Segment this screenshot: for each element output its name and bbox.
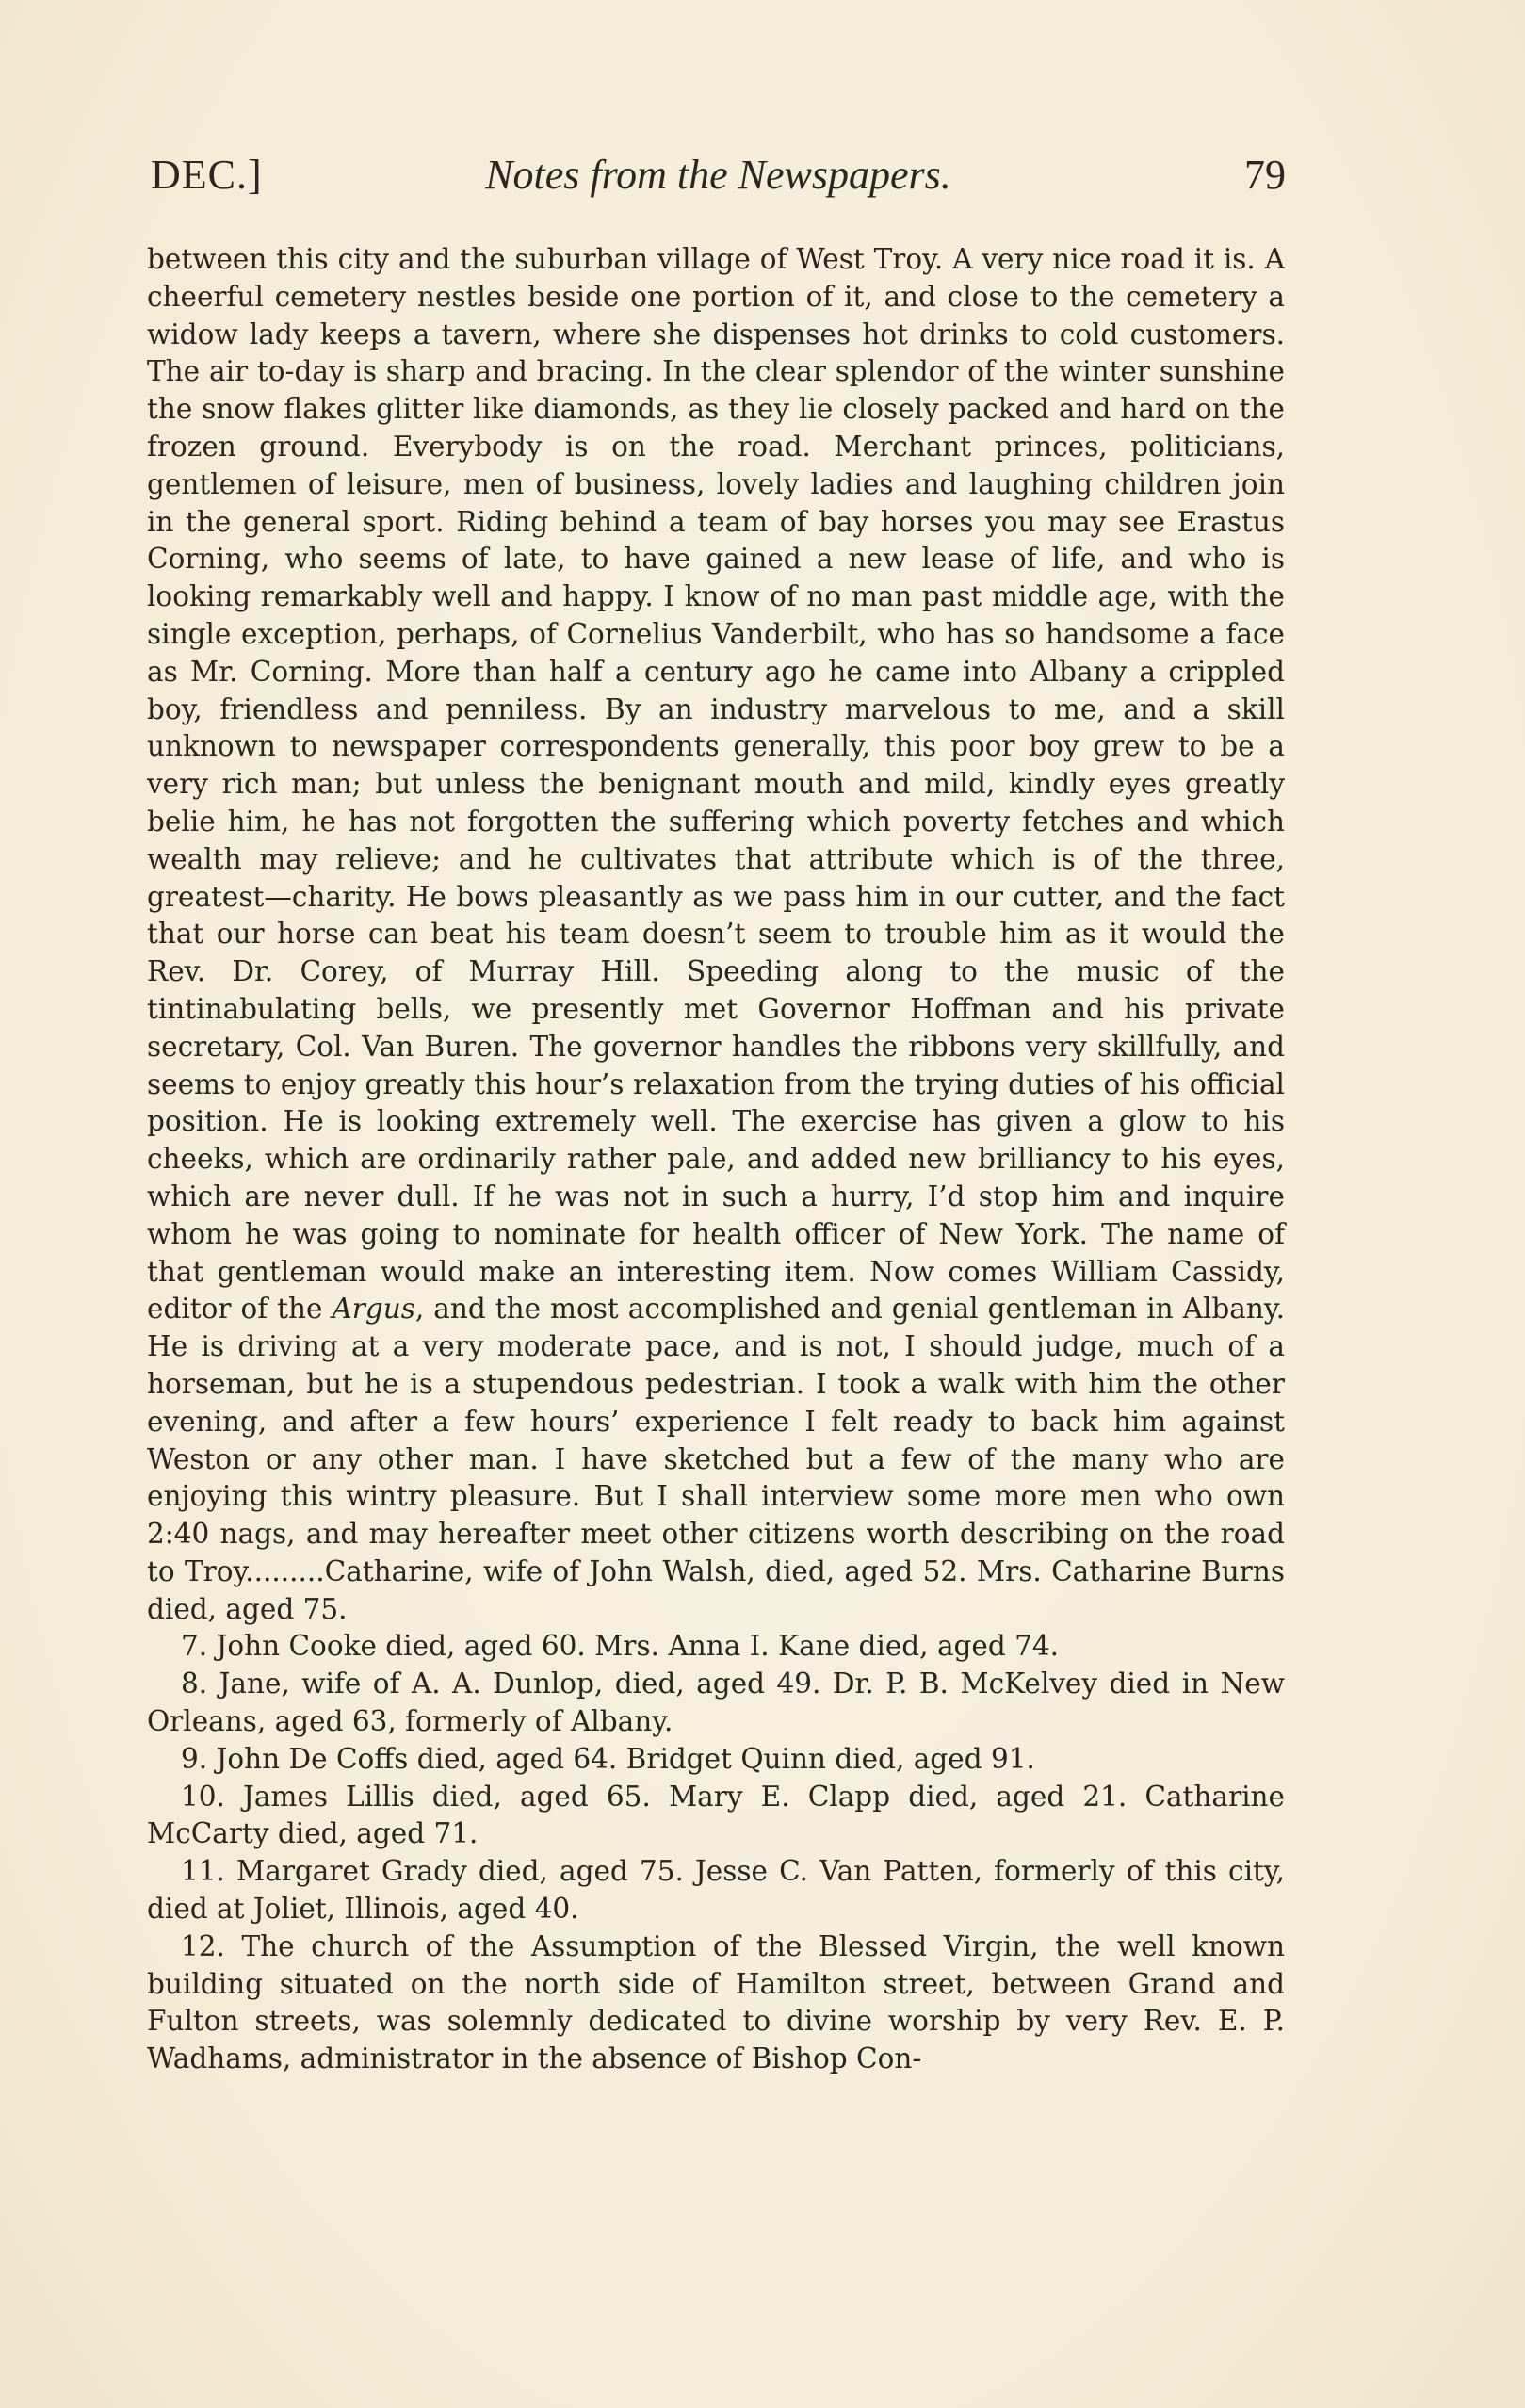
newspaper-title-italic: Argus — [332, 1293, 415, 1326]
running-head — [151, 151, 1286, 207]
paragraph-continued — [147, 241, 1285, 1628]
body-text — [147, 241, 1285, 2078]
paragraph-text-after-italic: , and the most accomplished and genial gentleman in Albany. He is driving at a very moderate pace, and is not, I should judge, much of a horseman, but he is a stupendous pedestrian. I took a walk with him the other evening, and after a few hours’ experience I felt ready to back him against Weston or any other man. I have sketched but a few of the many who are enjoying this wintry pleasure. But I shall interview some more men who own 2:40 nags, and may hereafter meet other citizens worth describing on the road to Troy.........Catharine, wife of John Walsh, died, aged 52. Mrs. Catharine Burns died, aged 75. — [147, 1293, 1285, 1625]
entry-paragraph-8: 8. Jane, wife of A. A. Dunlop, died, aged 49. Dr. P. B. McKelvey died in New Orleans, aged 63, formerly of Albany. — [147, 1668, 1285, 1738]
paragraph-text-before-italic: between this city and the suburban village of West Troy. A very nice road it is. A cheerful cemetery nestles beside one portion of it, and close to the cemetery a widow lady keeps a tavern, where she dispenses hot drinks to cold customers. The air to-day is sharp and bracing. In the clear splendor of the winter sunshine the snow flakes glitter like diamonds, as they lie closely packed and hard on the frozen ground. Everybody is on the road. Merchant princes, politicians, gentlemen of leisure, men of business, lovely ladies and laughing children join in the general sport. Riding behind a team of bay horses you may see Erastus Corning, who seems of late, to have gained a new lease of life, and who is looking remarkably well and happy. I know of no man past middle age, with the single exception, perhaps, of Cornelius Vanderbilt, who has so handsome a face as Mr. Corning. More than half a century ago he came into Albany a crippled boy, friendless and penniless. By an industry marvelous to me, and a skill unknown to newspaper correspondents generally, this poor boy grew to be a very rich man; but unless the benignant mouth and mild, kindly eyes greatly belie him, he has not forgotten the suffering which poverty fetches and which wealth may relieve; and he cultivates that attribute which is of the three, greatest—charity. He bows pleasantly as we pass him in our cutter, and the fact that our horse can beat his team doesn’t seem to trouble him as it would the Rev. Dr. Corey, of Murray Hill. Speeding along to the music of the tintinabulating bells, we presently met Governor Hoffman and his private secretary, Col. Van Buren. The governor handles the ribbons very skillfully, and seems to enjoy greatly this hour’s relaxation from the trying duties of his official position. He is looking extremely well. The exercise has given a glow to his cheeks, which are ordinarily rather pale, and added new brilliancy to his eyes, which are never dull. If he was not in such a hurry, I’d stop him and inquire whom he was going to nominate for health officer of New York. The name of that gentleman would make an interesting item. Now comes William Cassidy, editor of the — [147, 243, 1285, 1326]
running-head-title: Notes from the Newspapers. — [485, 152, 951, 198]
entry-paragraph-10: 10. James Lillis died, aged 65. Mary E. Clapp died, aged 21. Catharine McCarty died, aged 71. — [147, 1780, 1285, 1850]
entry-paragraph-11: 11. Margaret Grady died, aged 75. Jesse C. Van Patten, formerly of this city, died at Joliet, Illinois, aged 40. — [147, 1855, 1285, 1926]
entry-paragraph-9: 9. John De Coffs died, aged 64. Bridget Quinn died, aged 91. — [181, 1742, 1035, 1775]
page-number: 79 — [1244, 152, 1286, 198]
entry-paragraph-12: 12. The church of the Assumption of the Blessed Virgin, the well known building situated on the north side of Hamilton street, between Grand and Fulton streets, was solemnly dedicated to divine worship by very Rev. E. P. Wadhams, administrator in the absence of Bishop Con- — [147, 1929, 1285, 2075]
entry-paragraph-7: 7. John Cooke died, aged 60. Mrs. Anna I. Kane died, aged 74. — [181, 1630, 1060, 1663]
running-head-month: DEC.] — [151, 152, 263, 198]
